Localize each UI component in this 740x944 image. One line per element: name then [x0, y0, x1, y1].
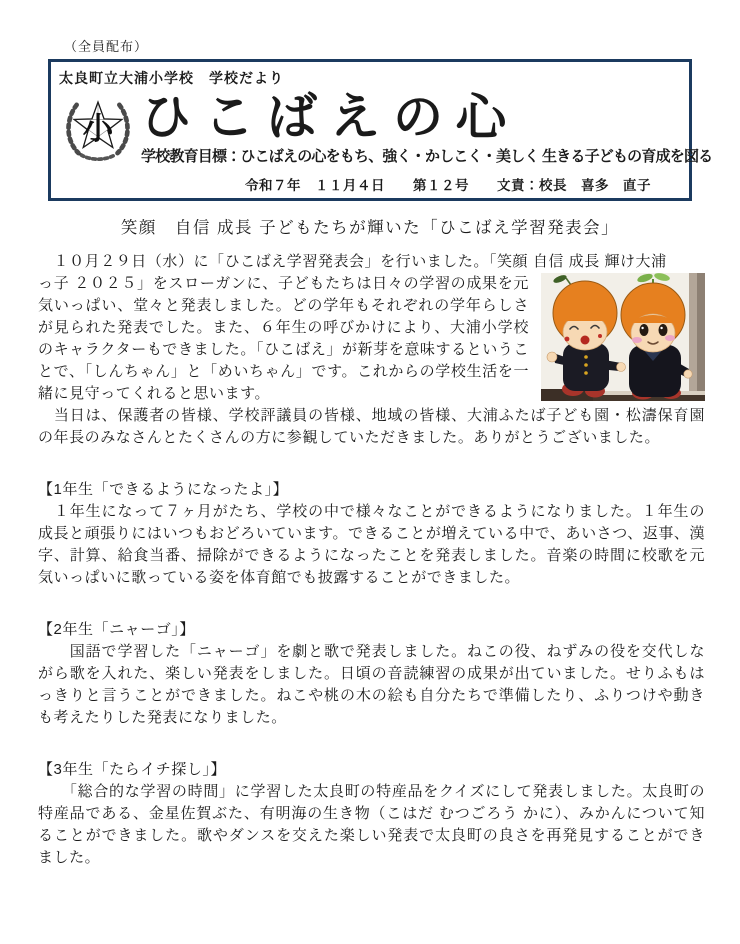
school-emblem-icon [59, 90, 137, 168]
section-grade1-body: １年生になって７ヶ月がたち、学校の中で様々なことができるようになりました。１年生の成長と頑張りにはいつもおどろいています。できることが増えている中で、あいさつ、返事、漢字、計算、給食当番、掃除ができるようになったことを発表しました。音楽の時間に校歌を元気いっぱいに歌っている姿を体育館でも披露することができました。 [38, 503, 705, 586]
paragraph-1-rest-block [38, 273, 705, 405]
header-box [48, 59, 713, 201]
paragraph-1-lead: １０月２９日（水）に「ひこばえ学習発表会」を行いました。「笑顔 自信 成長 輝け大浦 [38, 253, 667, 270]
mascot-photo [541, 273, 705, 401]
school-name-line: 太良町立大浦小学校 学校だより [59, 70, 284, 86]
emblem-kanji: 小 [82, 112, 114, 147]
paragraph-1-rest: っ子 ２０２５」をスローガンに、子どもたちは日々の学習の成果を元気いっぱい、堂々と発表しました。どの学年もそれぞれの学年らしさが見られた発表でした。また、６年生の呼びかけにより、大浦小学校のキャラクターもできました。「ひこばえ」が新芽を意味するということで、「しんちゃん」と「めいちゃん」です。これからの学校生活を一緒に見守ってくれると思います。 [38, 275, 529, 402]
section-grade2-heading: 【2年生「ニャーゴ」】 [38, 621, 195, 638]
education-goal: 学校教育目標：ひこばえの心をもち、強く・かしこく・美しく 生きる子どもの育成を図る [141, 148, 713, 165]
section-grade2 [38, 619, 705, 729]
header-main [59, 89, 713, 168]
section-grade1 [38, 479, 705, 589]
paragraph-2: 当日は、保護者の皆様、学校評議員の皆様、地域の皆様、大浦ふたば子ども園・松濤保育園の年長のみなさんとたくさんの方に参観していただきました。ありがとうございました。 [38, 407, 705, 446]
article-headline: 笑顔 自信 成長 子どもたちが輝いた「ひこばえ学習発表会」 [120, 219, 620, 237]
section-grade3-heading: 【3年生「たらイチ探し」】 [38, 761, 226, 778]
title-block [141, 89, 713, 166]
distribution-note: （全員配布） [64, 39, 149, 54]
section-grade3 [38, 759, 705, 869]
newsletter-title: ひこばえの心 [141, 89, 519, 145]
article-body [38, 251, 705, 869]
issue-date-line: 令和７年 １１月４日 第１２号 文責：校長 喜多 直子 [245, 178, 651, 193]
section-grade2-body: 国語で学習した「ニャーゴ」を劇と歌で発表しました。ねこの役、ねずみの役を交代しながら歌を入れた、楽しい発表をしました。日頃の音読練習の成果が出ていました。せりふもはっきりと言うことができました。ねこや桃の木の絵も自分たちで準備したり、ふりつけや動きも考えたりした発表になりました。 [38, 643, 705, 726]
section-grade3-body: 「総合的な学習の時間」に学習した太良町の特産品をクイズにして発表しました。太良町の特産品である、金星佐賀ぶた、有明海の生き物（こはだ むつごろう かに）、みかんについて知ることができました。歌やダンスを交えた楽しい発表で太良町の良さを再発見することができました。 [38, 783, 705, 866]
section-grade1-heading: 【1年生「できるようになったよ」】 [38, 481, 289, 498]
